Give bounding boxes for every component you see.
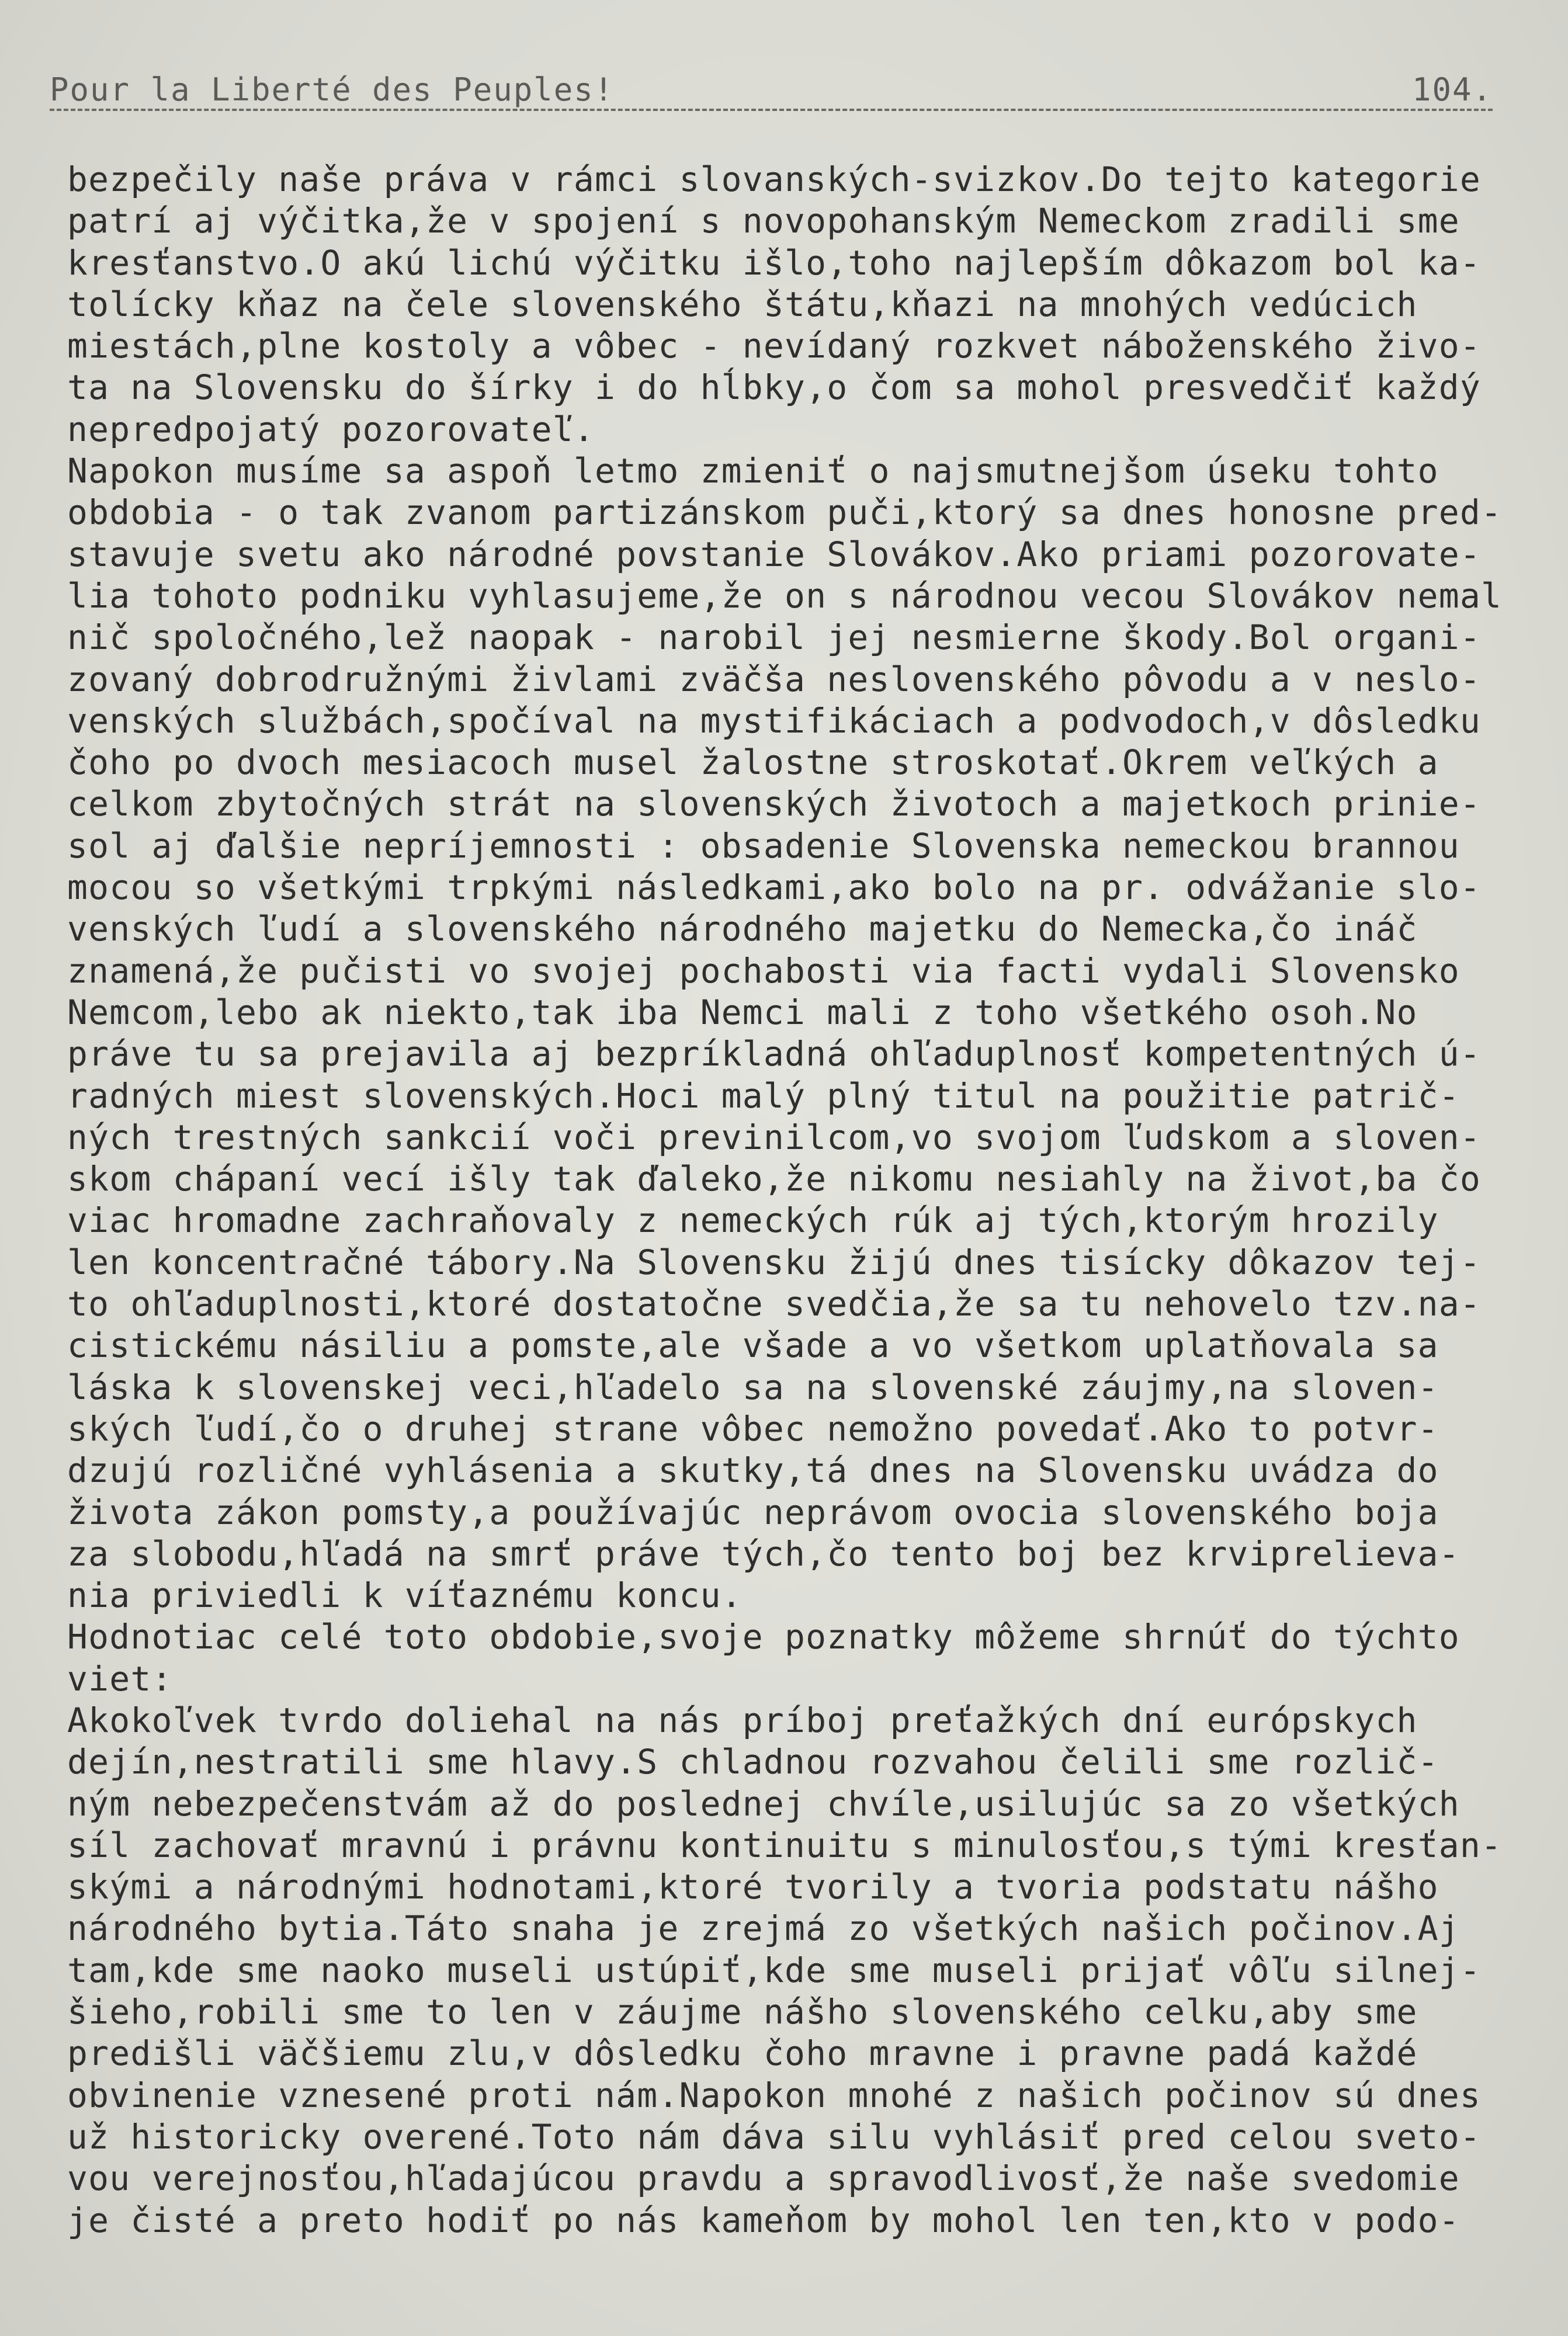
text-line: zovaný dobrodružnými živlami zväčša neslovenského pôvodu a v neslo- <box>67 659 1481 699</box>
text-line: Napokon musíme sa aspoň letmo zmieniť o najsmutnejšom úseku tohto <box>67 451 1439 491</box>
text-line: mocou so všetkými trpkými následkami,ako bolo na pr. odvážanie slo- <box>67 867 1481 908</box>
text-line: venských ľudí a slovenského národného majetku do Nemecka,čo ináč <box>67 909 1418 949</box>
text-line: Nemcom,lebo ak niekto,tak iba Nemci mali z toho všetkého osoh.No <box>67 992 1418 1032</box>
text-line: dzujú rozličné vyhlásenia a skutky,tá dnes na Slovensku uvádza do <box>67 1450 1439 1491</box>
text-line: len koncentračné tábory.Na Slovensku žijú dnes tisícky dôkazov tej- <box>67 1242 1481 1282</box>
text-line: ných trestných sankcií voči previnilcom,vo svojom ľudskom a sloven- <box>67 1117 1481 1157</box>
text-line: tam,kde sme naoko museli ustúpiť,kde sme museli prijať vôľu silnej- <box>67 1950 1481 1990</box>
text-line: cistickému násiliu a pomste,ale všade a vo všetkom uplatňovala sa <box>67 1325 1439 1366</box>
text-line: za slobodu,hľadá na smrť práve tých,čo tento boj bez krviprelieva- <box>67 1533 1460 1574</box>
text-line: života zákon pomsty,a používajúc neprávom ovocia slovenského boja <box>67 1492 1439 1532</box>
text-line: nepredpojatý pozorovateľ. <box>67 409 595 449</box>
text-line: skom chápaní vecí išly tak ďaleko,že nikomu nesiahly na život,ba čo <box>67 1159 1481 1199</box>
text-line: síl zachovať mravnú i právnu kontinuitu s minulosťou,s tými kresťan- <box>67 1825 1503 1865</box>
header-dashed-rule <box>50 109 1493 111</box>
text-line: ným nebezpečenstvám až do poslednej chvíle,usilujúc sa zo všetkých <box>67 1783 1460 1824</box>
text-line: Hodnotiac celé toto obdobie,svoje poznatky môžeme shrnúť do týchto <box>67 1617 1460 1657</box>
text-line: bezpečily naše práva v rámci slovanských-svizkov.Do tejto kategorie <box>67 159 1481 199</box>
text-line: šieho,robili sme to len v záujme nášho slovenského celku,aby sme <box>67 1992 1418 2032</box>
text-line: ských ľudí,čo o druhej strane vôbec nemožno povedať.Ako to potvr- <box>67 1408 1439 1449</box>
text-line: stavuje svetu ako národné povstanie Slovákov.Ako priami pozorovate- <box>67 534 1481 574</box>
text-line: je čisté a preto hodiť po nás kameňom by mohol len ten,kto v podo- <box>67 2200 1460 2240</box>
text-line: Akokoľvek tvrdo doliehal na nás príboj preťažkých dní európskych <box>67 1700 1418 1740</box>
text-line: venských službách,spočíval na mystifikáciach a podvodoch,v dôsledku <box>67 700 1481 741</box>
body-text <box>67 159 1510 2241</box>
text-line: kresťanstvo.O akú lichú výčitku išlo,toho najlepším dôkazom bol ka- <box>67 242 1481 283</box>
text-line: nič spoločného,lež naopak - narobil jej nesmierne škody.Bol organi- <box>67 617 1481 658</box>
text-line: to ohľaduplnosti,ktoré dostatočne svedčia,že sa tu nehovelo tzv.na- <box>67 1284 1481 1324</box>
text-line: národného bytia.Táto snaha je zrejmá zo všetkých našich počinov.Aj <box>67 1908 1460 1949</box>
page-header <box>50 64 1493 111</box>
text-line: obdobia - o tak zvanom partizánskom puči,ktorý sa dnes honosne pred- <box>67 492 1503 533</box>
text-line: miestách,plne kostoly a vôbec - nevídaný rozkvet náboženského živo- <box>67 326 1481 366</box>
text-line: viac hromadne zachraňovaly z nemeckých rúk aj tých,ktorým hrozily <box>67 1200 1439 1241</box>
page-number: 104. <box>1411 71 1493 108</box>
text-line: už historicky overené.Toto nám dáva silu vyhlásiť pred celou sveto- <box>67 2116 1481 2157</box>
text-line: radných miest slovenských.Hoci malý plný titul na použitie patrič- <box>67 1075 1460 1116</box>
text-line: obvinenie vznesené proti nám.Napokon mnohé z našich počinov sú dnes <box>67 2075 1481 2115</box>
text-line: celkom zbytočných strát na slovenských životoch a majetkoch prinie- <box>67 784 1481 824</box>
text-line: tolícky kňaz na čele slovenského štátu,kňazi na mnohých vedúcich <box>67 284 1418 324</box>
text-line: nia priviedli k víťaznému koncu. <box>67 1575 743 1616</box>
text-line: znamená,že pučisti vo svojej pochabosti via facti vydali Slovensko <box>67 950 1460 991</box>
text-line: patrí aj výčitka,že v spojení s novopohanským Nemeckom zradili sme <box>67 201 1460 241</box>
text-line: vou verejnosťou,hľadajúcou pravdu a spravodlivosť,že naše svedomie <box>67 2158 1460 2199</box>
text-line: práve tu sa prejavila aj bezpríkladná ohľaduplnosť kompetentných ú- <box>67 1034 1481 1074</box>
text-line: sol aj ďalšie nepríjemnosti : obsadenie Slovenska nemeckou brannou <box>67 825 1460 866</box>
text-line: predišli väčšiemu zlu,v dôsledku čoho mravne i pravne padá každé <box>67 2033 1418 2074</box>
text-line: láska k slovenskej veci,hľadelo sa na slovenské záujmy,na sloven- <box>67 1367 1439 1407</box>
text-line: dejín,nestratili sme hlavy.S chladnou rozvahou čelili sme rozlič- <box>67 1742 1439 1782</box>
text-line: viet: <box>67 1658 173 1699</box>
text-line: lia tohoto podniku vyhlasujeme,že on s národnou vecou Slovákov nemal <box>67 575 1503 616</box>
header-title: Pour la Liberté des Peuples! <box>50 71 615 108</box>
text-line: skými a národnými hodnotami,ktoré tvorily a tvoria podstatu nášho <box>67 1867 1439 1907</box>
text-line: čoho po dvoch mesiacoch musel žalostne stroskotať.Okrem veľkých a <box>67 742 1439 783</box>
text-line: ta na Slovensku do šírky i do hĺbky,o čom sa mohol presvedčiť každý <box>67 367 1481 408</box>
